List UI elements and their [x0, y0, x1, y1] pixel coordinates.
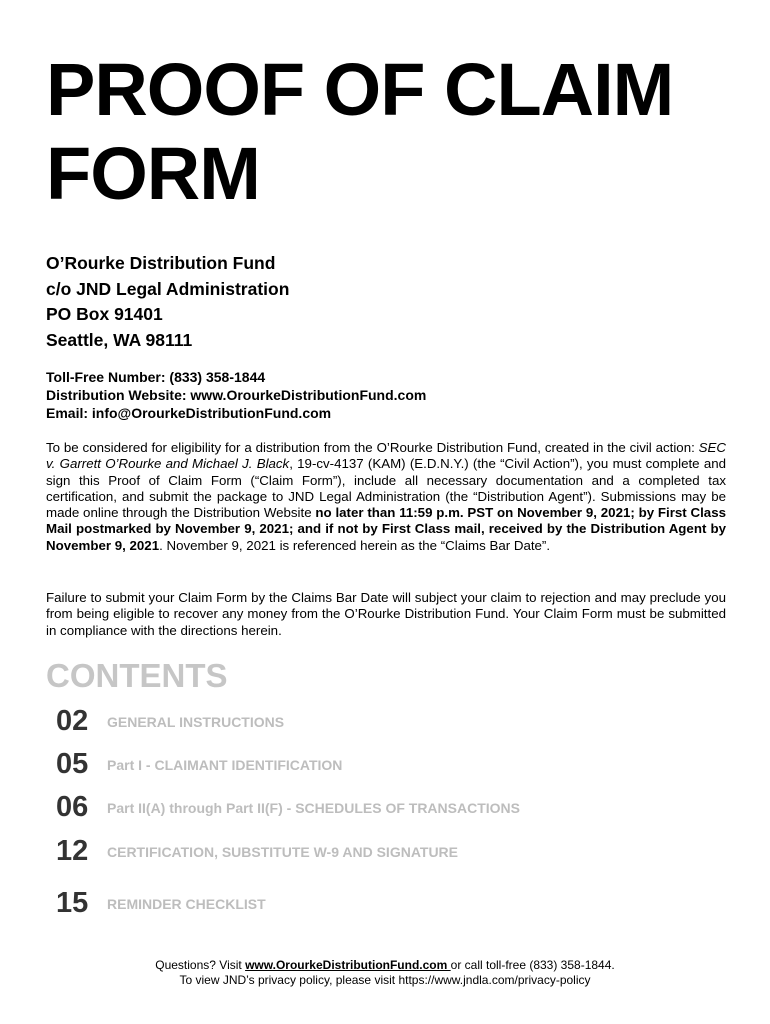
toc-label: Part I - CLAIMANT IDENTIFICATION — [107, 757, 343, 773]
toc-page-number: 02 — [56, 705, 89, 737]
title-line-2: FORM — [46, 132, 260, 215]
address-line-4: Seattle, WA 98111 — [46, 329, 193, 350]
toc-item-general-instructions[interactable] — [52, 703, 732, 739]
page-title — [46, 48, 673, 216]
toc-label: REMINDER CHECKLIST — [107, 896, 266, 912]
toc-page-number: 05 — [56, 748, 89, 780]
footer-questions-line — [0, 958, 770, 973]
toc-label: Part II(A) through Part II(F) - SCHEDULES OF TRANSACTIONS — [107, 800, 520, 816]
toc-label: CERTIFICATION, SUBSTITUTE W-9 AND SIGNATURE — [107, 844, 459, 860]
failure-warning-paragraph: Failure to submit your Claim Form by the Claims Bar Date will subject your claim to rejection and may preclude you from being eligible to recover any money from the O’Rourke Distribution Fund. Your Claim Form must be submitted in compliance with the directions herein. — [46, 590, 726, 638]
title-line-1: PROOF OF CLAIM — [46, 48, 674, 131]
address-line-2: c/o JND Legal Administration — [46, 278, 290, 299]
contents-heading: CONTENTS — [46, 657, 228, 694]
toll-free-number: Toll-Free Number: (833) 358-1844 — [46, 369, 266, 385]
eligibility-paragraph — [46, 440, 726, 554]
toc-item-claimant-identification[interactable] — [52, 746, 732, 782]
mailing-address — [46, 251, 289, 353]
toc-item-certification[interactable] — [52, 833, 732, 869]
case-name: SEC v. Garrett O’Rourke and Michael J. Black — [46, 440, 726, 472]
footer-text-b: or call toll-free (833) 358-1844. — [450, 958, 615, 972]
toc-label: GENERAL INSTRUCTIONS — [107, 714, 285, 730]
page-footer — [0, 958, 770, 988]
eligibility-text-a: To be considered for eligibility for a distribution from the O’Rourke Distribution Fund, created in the civil action: — [46, 440, 699, 455]
address-line-1: O’Rourke Distribution Fund — [46, 253, 276, 273]
toc-page-number: 15 — [56, 887, 89, 919]
contact-info — [46, 368, 426, 422]
eligibility-text-b: , 19-cv-4137 (KAM) (E.D.N.Y.) (the “Civil Action”), you must complete and sign this Proof of Claim Form (“Claim Form”), include all necessary documentation and a completed tax certification, and submit the package to JND Legal Administration (the “Distribution Agent”). Submissions may be made online through the Distribution Website — [46, 456, 727, 521]
toc-page-number: 06 — [56, 791, 89, 823]
address-line-3: PO Box 91401 — [46, 304, 163, 324]
toc-page-number: 12 — [56, 835, 89, 867]
fund-website-link[interactable]: www.OrourkeDistributionFund.com — [245, 958, 451, 972]
toc-item-schedules-of-transactions[interactable] — [52, 789, 732, 825]
eligibility-text-c: . November 9, 2021 is referenced herein as the “Claims Bar Date”. — [159, 537, 551, 553]
distribution-website: Distribution Website: www.OrourkeDistributionFund.com — [46, 387, 427, 403]
footer-text-a: Questions? Visit — [155, 958, 246, 972]
contact-email: Email: info@OrourkeDistributionFund.com — [46, 405, 332, 421]
toc-item-reminder-checklist[interactable] — [52, 885, 732, 921]
submission-deadline: no later than 11:59 p.m. PST on November 9, 2021; by First Class Mail postmarked by November 9, 2021; and if not by First Class mail, received by the Distribution Agent by November 9, 2021 — [46, 505, 726, 553]
footer-privacy-line: To view JND’s privacy policy, please visit https://www.jndla.com/privacy-policy — [179, 973, 591, 987]
